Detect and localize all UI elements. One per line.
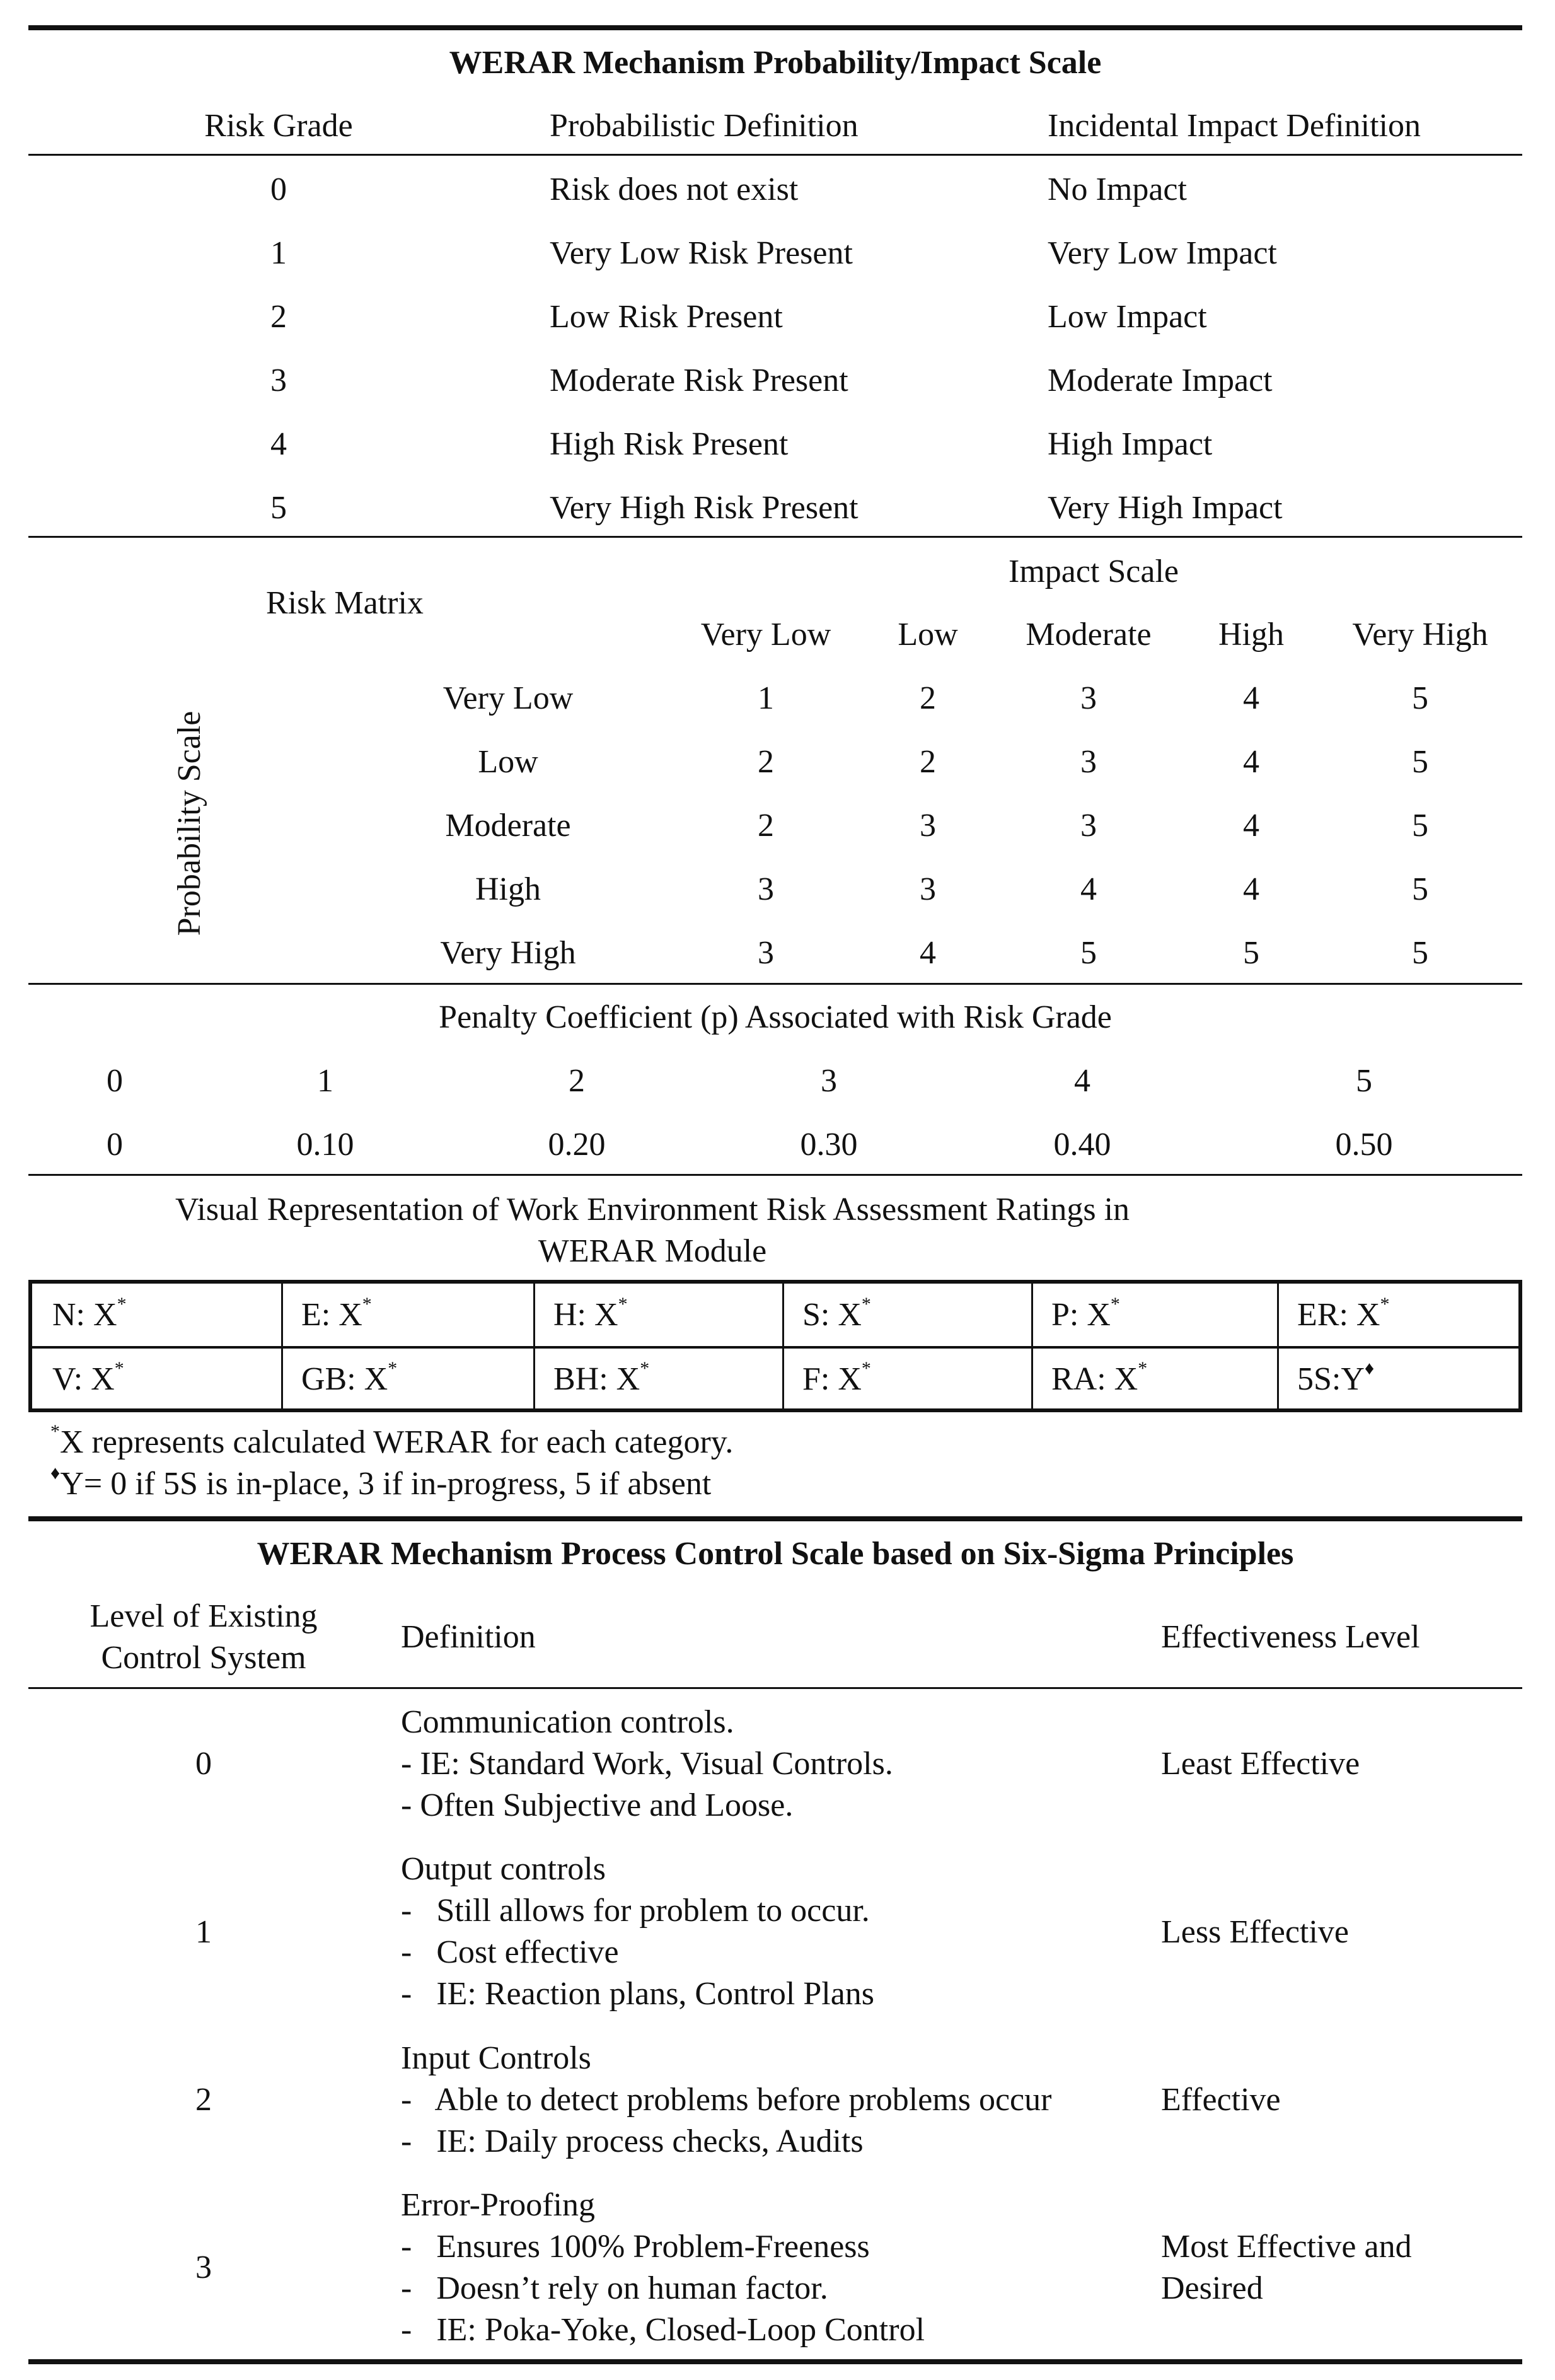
grid-column-divider bbox=[533, 1284, 535, 1408]
risk-matrix-title: Risk Matrix bbox=[266, 585, 424, 621]
risk-grade-cell: 1 bbox=[270, 235, 287, 271]
grid-row-divider bbox=[32, 1346, 1518, 1349]
definition-line: - Able to detect problems before problems occur bbox=[401, 2082, 1052, 2118]
rating-cell-e: E: X* bbox=[301, 1294, 372, 1333]
penalty-grade: 0 bbox=[107, 1063, 123, 1099]
visual-representation-title-line1: Visual Representation of Work Environment Risk Assessment Ratings in bbox=[175, 1192, 1130, 1228]
probabilistic-definition-cell: Moderate Risk Present bbox=[550, 363, 848, 398]
matrix-cell: 3 bbox=[1080, 680, 1097, 716]
probability-level-label: High bbox=[475, 871, 541, 907]
top-rule bbox=[28, 25, 1522, 30]
control-level-cell: 1 bbox=[195, 1914, 212, 1950]
rating-cell-v: V: X* bbox=[52, 1358, 124, 1397]
probability-level-label: Very Low bbox=[442, 680, 574, 716]
header-probabilistic-definition: Probabilistic Definition bbox=[550, 108, 858, 144]
penalty-coefficient: 0.20 bbox=[548, 1127, 606, 1163]
matrix-cell: 5 bbox=[1412, 744, 1428, 780]
risk-grade-cell: 3 bbox=[270, 363, 287, 398]
section2-bottom-rule bbox=[28, 983, 1522, 985]
definition-line: - IE: Standard Work, Visual Controls. bbox=[401, 1746, 893, 1782]
definition-line: Output controls bbox=[401, 1851, 606, 1887]
control-level-cell: 0 bbox=[195, 1746, 212, 1782]
impact-definition-cell: Low Impact bbox=[1048, 299, 1207, 335]
effectiveness-cell: Desired bbox=[1161, 2270, 1263, 2306]
visual-representation-title-line2: WERAR Module bbox=[538, 1233, 767, 1269]
impact-level-header: Very Low bbox=[700, 617, 831, 653]
header-risk-grade: Risk Grade bbox=[204, 108, 353, 144]
matrix-cell: 5 bbox=[1243, 935, 1259, 971]
matrix-cell: 4 bbox=[1080, 871, 1097, 907]
penalty-coefficient: 0.10 bbox=[296, 1127, 354, 1163]
matrix-cell: 1 bbox=[758, 680, 774, 716]
definition-line: - Often Subjective and Loose. bbox=[401, 1787, 794, 1823]
probabilistic-definition-cell: High Risk Present bbox=[550, 426, 789, 462]
probability-level-label: Low bbox=[478, 744, 538, 780]
risk-grade-cell: 5 bbox=[270, 490, 287, 526]
header-level-line1: Level of Existing bbox=[90, 1598, 318, 1634]
rating-cell-gb: GB: X* bbox=[301, 1358, 398, 1397]
header-effectiveness-level: Effectiveness Level bbox=[1161, 1619, 1420, 1655]
rating-cell-s: S: X* bbox=[802, 1294, 871, 1333]
penalty-coefficient: 0.40 bbox=[1053, 1127, 1111, 1163]
effectiveness-cell: Less Effective bbox=[1161, 1914, 1349, 1950]
control-level-cell: 3 bbox=[195, 2249, 212, 2285]
effectiveness-cell: Effective bbox=[1161, 2082, 1281, 2118]
definition-line: - Doesn’t rely on human factor. bbox=[401, 2270, 828, 2306]
rating-cell-ra: RA: X* bbox=[1051, 1358, 1148, 1397]
rating-cell-n: N: X* bbox=[52, 1294, 127, 1333]
rating-cell-f: F: X* bbox=[802, 1358, 871, 1397]
section3-bottom-rule bbox=[28, 1174, 1522, 1176]
section1-bottom-rule bbox=[28, 536, 1522, 538]
penalty-grade: 3 bbox=[821, 1063, 837, 1099]
probabilistic-definition-cell: Low Risk Present bbox=[550, 299, 783, 335]
header-level-line2: Control System bbox=[101, 1640, 306, 1676]
grid-column-divider bbox=[281, 1284, 283, 1408]
impact-definition-cell: High Impact bbox=[1048, 426, 1213, 462]
probabilistic-definition-cell: Very Low Risk Present bbox=[550, 235, 853, 271]
impact-definition-cell: Moderate Impact bbox=[1048, 363, 1273, 398]
penalty-coefficient: 0 bbox=[107, 1127, 123, 1163]
matrix-cell: 3 bbox=[920, 808, 936, 844]
impact-scale-label: Impact Scale bbox=[1009, 554, 1179, 589]
section4-bottom-rule bbox=[28, 1516, 1522, 1521]
matrix-cell: 4 bbox=[1243, 808, 1259, 844]
matrix-cell: 4 bbox=[1243, 680, 1259, 716]
matrix-cell: 5 bbox=[1412, 935, 1428, 971]
section1-header-rule bbox=[28, 154, 1522, 156]
penalty-coefficient: 0.30 bbox=[800, 1127, 858, 1163]
header-definition: Definition bbox=[401, 1619, 536, 1655]
matrix-cell: 4 bbox=[920, 935, 936, 971]
impact-level-header: Moderate bbox=[1026, 617, 1152, 653]
werar-rating-grid bbox=[28, 1280, 1522, 1412]
impact-level-header: Low bbox=[898, 617, 958, 653]
impact-level-header: High bbox=[1218, 617, 1284, 653]
grid-column-divider bbox=[1031, 1284, 1033, 1408]
probability-scale-label: Probability Scale bbox=[171, 711, 207, 936]
section5-header-rule bbox=[28, 1687, 1522, 1689]
effectiveness-cell: Most Effective and bbox=[1161, 2229, 1412, 2265]
definition-line: Input Controls bbox=[401, 2040, 591, 2076]
matrix-cell: 5 bbox=[1080, 935, 1097, 971]
rating-cell-h: H: X* bbox=[553, 1294, 628, 1333]
impact-level-header: Very High bbox=[1352, 617, 1488, 653]
matrix-cell: 5 bbox=[1412, 808, 1428, 844]
definition-line: - IE: Daily process checks, Audits bbox=[401, 2123, 864, 2159]
probabilistic-definition-cell: Very High Risk Present bbox=[550, 490, 858, 526]
probability-level-label: Very High bbox=[440, 935, 576, 971]
matrix-cell: 2 bbox=[920, 744, 936, 780]
impact-definition-cell: Very High Impact bbox=[1048, 490, 1283, 526]
rating-cell-bh: BH: X* bbox=[553, 1358, 650, 1397]
matrix-cell: 3 bbox=[1080, 808, 1097, 844]
bottom-rule bbox=[28, 2359, 1522, 2364]
matrix-cell: 4 bbox=[1243, 871, 1259, 907]
header-incidental-impact-definition: Incidental Impact Definition bbox=[1048, 108, 1421, 144]
impact-definition-cell: No Impact bbox=[1048, 171, 1187, 207]
grid-column-divider bbox=[1277, 1284, 1279, 1408]
matrix-cell: 2 bbox=[920, 680, 936, 716]
definition-line: Communication controls. bbox=[401, 1704, 734, 1740]
footnote-x: *X represents calculated WERAR for each category. bbox=[50, 1421, 734, 1460]
penalty-grade: 1 bbox=[317, 1063, 333, 1099]
rating-cell-er: ER: X* bbox=[1297, 1294, 1390, 1333]
matrix-cell: 4 bbox=[1243, 744, 1259, 780]
matrix-cell: 2 bbox=[758, 744, 774, 780]
definition-line: Error-Proofing bbox=[401, 2187, 595, 2223]
penalty-grade: 2 bbox=[569, 1063, 585, 1099]
grid-column-divider bbox=[782, 1284, 784, 1408]
probabilistic-definition-cell: Risk does not exist bbox=[550, 171, 799, 207]
effectiveness-cell: Least Effective bbox=[1161, 1746, 1360, 1782]
matrix-cell: 2 bbox=[758, 808, 774, 844]
definition-line: - IE: Poka-Yoke, Closed-Loop Control bbox=[401, 2312, 925, 2348]
control-level-cell: 2 bbox=[195, 2082, 212, 2118]
definition-line: - Still allows for problem to occur. bbox=[401, 1893, 870, 1929]
matrix-cell: 3 bbox=[920, 871, 936, 907]
penalty-title: Penalty Coefficient (p) Associated with Risk Grade bbox=[439, 999, 1112, 1035]
section1-title: WERAR Mechanism Probability/Impact Scale bbox=[449, 45, 1102, 81]
penalty-coefficient: 0.50 bbox=[1335, 1127, 1393, 1163]
probability-level-label: Moderate bbox=[445, 808, 571, 844]
risk-grade-cell: 0 bbox=[270, 171, 287, 207]
matrix-cell: 3 bbox=[758, 871, 774, 907]
penalty-grade: 5 bbox=[1356, 1063, 1372, 1099]
rating-cell-p: P: X* bbox=[1051, 1294, 1120, 1333]
impact-definition-cell: Very Low Impact bbox=[1048, 235, 1277, 271]
definition-line: - IE: Reaction plans, Control Plans bbox=[401, 1976, 875, 2012]
risk-grade-cell: 2 bbox=[270, 299, 287, 335]
penalty-grade: 4 bbox=[1074, 1063, 1090, 1099]
matrix-cell: 5 bbox=[1412, 680, 1428, 716]
risk-grade-cell: 4 bbox=[270, 426, 287, 462]
matrix-cell: 5 bbox=[1412, 871, 1428, 907]
definition-line: - Ensures 100% Problem-Freeness bbox=[401, 2229, 870, 2265]
matrix-cell: 3 bbox=[758, 935, 774, 971]
footnote-y: ♦Y= 0 if 5S is in-place, 3 if in-progress, 5 if absent bbox=[50, 1463, 712, 1502]
definition-line: - Cost effective bbox=[401, 1934, 619, 1970]
rating-cell-5s: 5S:Y♦ bbox=[1297, 1358, 1375, 1397]
section5-title: WERAR Mechanism Process Control Scale based on Six-Sigma Principles bbox=[257, 1536, 1294, 1572]
matrix-cell: 3 bbox=[1080, 744, 1097, 780]
